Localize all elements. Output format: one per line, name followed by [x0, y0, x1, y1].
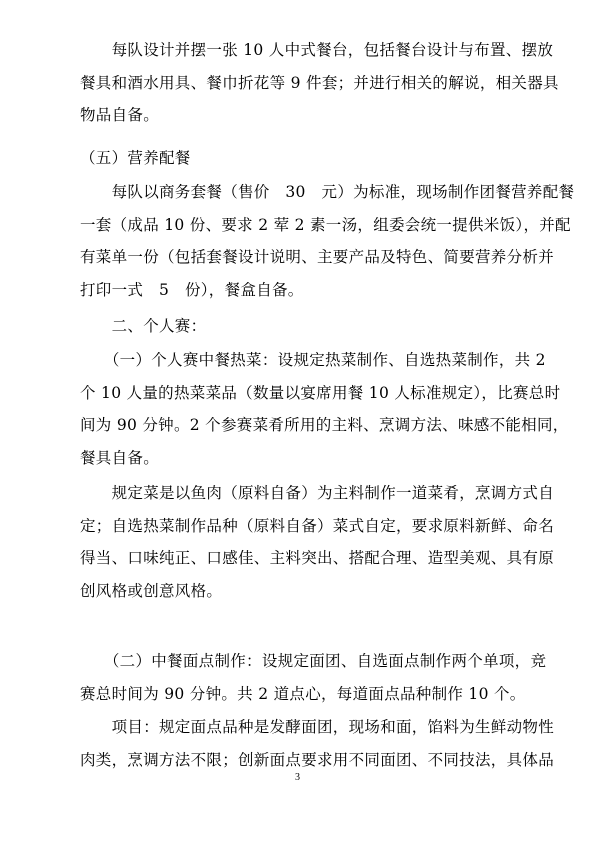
text-line: 每队设计并摆一张 10 人中式餐台，包括餐台设计与布置、摆放	[80, 41, 554, 59]
text-line: 餐具自备。	[80, 448, 160, 467]
heading-line: 二、个人赛：	[80, 317, 207, 335]
paragraph-pastry-items	[80, 711, 555, 776]
text-line: 个 10 人量的热菜菜品（数量以宴席用餐 10 人标准规定），比赛总时	[80, 383, 561, 402]
text-line: 赛总时间为 90 分钟。共 2 道点心，每道面点品种制作 10 个。	[80, 684, 526, 703]
text-line: 打印一式 5 份），餐盒自备。	[80, 280, 304, 299]
text-line: 间为 90 分钟。2 个参赛菜肴所用的主料、烹调方法、味感不能相同，	[80, 416, 569, 434]
section-heading-individual	[80, 310, 518, 343]
text-line: 肉类，烹调方法不限；创新面点要求用不同面团、不同技法，具体品	[80, 750, 555, 769]
heading-line: （五）营养配餐	[80, 149, 191, 167]
text-line: 定；自选热菜制作品种（原料自备）菜式自定，要求原料新鲜、命名	[80, 516, 555, 535]
text-line: （一）个人赛中餐热菜：设规定热菜制作、自选热菜制作，共 2	[80, 351, 546, 369]
text-line: 创风格或创意风格。	[80, 581, 223, 600]
text-line: 规定菜是以鱼肉（原料自备）为主料制作一道菜肴，烹调方式自	[80, 484, 555, 502]
paragraph-nutrition-meal	[80, 176, 575, 306]
paragraph-required-dish	[80, 477, 555, 607]
text-line: 有菜单一份（包括套餐设计说明、主要产品及特色、简要营养分析并	[80, 248, 555, 266]
text-line: 项目：规定面点品种是发酵面团，现场和面，馅料为生鲜动物性	[80, 718, 555, 736]
text-line: 物品自备。	[80, 106, 160, 124]
page-number: 3	[295, 772, 300, 783]
text-line: 餐具和酒水用具、餐巾折花等 9 件套；并进行相关的解说，相关器具	[80, 73, 559, 92]
paragraph-pastry	[80, 645, 547, 710]
paragraph-hot-dish	[80, 344, 569, 474]
section-heading-nutrition	[80, 142, 518, 175]
text-line: 每队以商务套餐（售价 30 元）为标准，现场制作团餐营养配餐	[80, 183, 575, 201]
text-line: 得当、口味纯正、口感佳、主料突出、搭配合理、造型美观、具有原	[80, 549, 555, 567]
text-line: 一套（成品 10 份、要求 2 荤 2 素一汤，组委会统一提供米饭），并配	[80, 215, 571, 234]
text-line: （二）中餐面点制作：设规定面团、自选面点制作两个单项，竞	[80, 652, 547, 670]
paragraph-table-setting	[80, 34, 559, 132]
